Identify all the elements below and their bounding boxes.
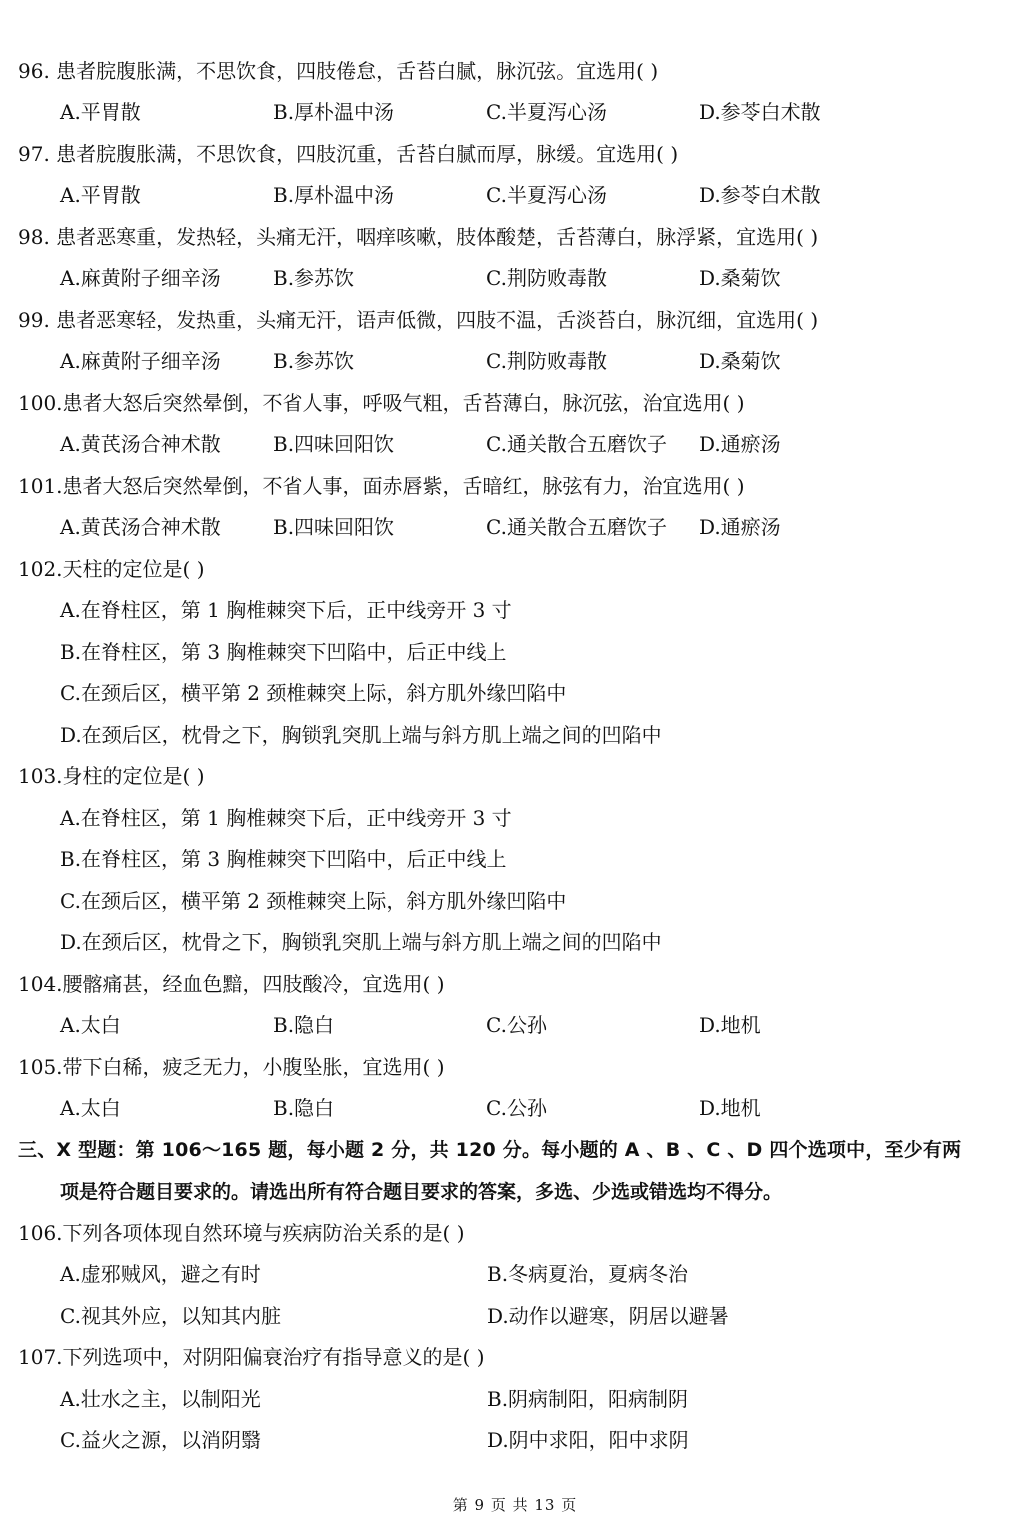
option: D.在颈后区，枕骨之下，胸锁乳突肌上端与斜方肌上端之间的凹陷中 <box>60 930 662 954</box>
option-row <box>0 175 1030 216</box>
option: A.平胃散 <box>60 183 141 207</box>
page-number: 第 9 页 共 13 页 <box>452 1496 578 1514</box>
option: D.桑菊饮 <box>699 349 781 373</box>
option: A.壮水之主，以制阳光 <box>60 1387 261 1411</box>
option: C.通关散合五磨饮子 <box>486 515 667 539</box>
option: D.桑菊饮 <box>699 266 781 290</box>
option: D.通瘀汤 <box>699 515 781 539</box>
question-stem: 98. 患者恶寒重，发热轻，头痛无汗，咽痒咳嗽，肢体酸楚，舌苔薄白，脉浮紧，宜选用( ) <box>18 225 819 249</box>
option-row <box>0 1296 1030 1337</box>
option: B.厚朴温中汤 <box>273 183 395 207</box>
option: B.在脊柱区，第 3 胸椎棘突下凹陷中，后正中线上 <box>60 640 507 664</box>
option: C.荆防败毒散 <box>486 266 607 290</box>
option-row <box>0 507 1030 548</box>
option: B.厚朴温中汤 <box>273 100 395 124</box>
question-stem: 102.天柱的定位是( ) <box>18 557 205 581</box>
question-stem: 101.患者大怒后突然晕倒，不省人事，面赤唇紫，舌暗红，脉弦有力，治宜选用( ) <box>18 474 745 498</box>
option-row <box>0 1254 1030 1295</box>
option: B.参苏饮 <box>273 266 355 290</box>
question-stem: 104.腰髂痛甚，经血色黯，四肢酸冷，宜选用( ) <box>18 972 445 996</box>
option: A.平胃散 <box>60 100 141 124</box>
option: C.半夏泻心汤 <box>486 183 607 207</box>
option: C.公孙 <box>486 1096 547 1120</box>
option: B.阴病制阳，阳病制阴 <box>487 1387 689 1411</box>
option-row <box>0 424 1030 465</box>
option: C.在颈后区，横平第 2 颈椎棘突上际，斜方肌外缘凹陷中 <box>60 681 567 705</box>
option: C.半夏泻心汤 <box>486 100 607 124</box>
question-stem: 103.身柱的定位是( ) <box>18 764 205 788</box>
option: C.公孙 <box>486 1013 547 1037</box>
option: A.黄芪汤合神术散 <box>60 515 221 539</box>
question-stem: 107.下列选项中，对阴阳偏衰治疗有指导意义的是( ) <box>18 1345 485 1369</box>
option: B.冬病夏治，夏病冬治 <box>487 1262 689 1286</box>
option: D.通瘀汤 <box>699 432 781 456</box>
option: C.在颈后区，横平第 2 颈椎棘突上际，斜方肌外缘凹陷中 <box>60 889 567 913</box>
option-row <box>0 1420 1030 1461</box>
option: A.在脊柱区，第 1 胸椎棘突下后，正中线旁开 3 寸 <box>60 806 512 830</box>
section-heading-cont: 项是符合题目要求的。请选出所有符合题目要求的答案，多选、少选或错选均不得分。 <box>60 1181 783 1203</box>
option: B.在脊柱区，第 3 胸椎棘突下凹陷中，后正中线上 <box>60 847 507 871</box>
option: A.虚邪贼风，避之有时 <box>60 1262 261 1286</box>
option: A.麻黄附子细辛汤 <box>60 349 221 373</box>
option: A.麻黄附子细辛汤 <box>60 266 221 290</box>
option: D.参苓白术散 <box>699 100 821 124</box>
option: D.动作以避寒，阴居以避暑 <box>487 1304 729 1328</box>
option: D.地机 <box>699 1096 761 1120</box>
option: D.阴中求阳，阳中求阴 <box>487 1428 689 1452</box>
option: D.参苓白术散 <box>699 183 821 207</box>
section-heading: 三、X 型题：第 106～165 题，每小题 2 分，共 120 分。每小题的 A 、B 、C 、D 四个选项中，至少有两 <box>18 1139 962 1161</box>
option: D.地机 <box>699 1013 761 1037</box>
option-row <box>0 341 1030 382</box>
option: A.太白 <box>60 1013 121 1037</box>
option: A.在脊柱区，第 1 胸椎棘突下后，正中线旁开 3 寸 <box>60 598 512 622</box>
option-row <box>0 92 1030 133</box>
option: B.四味回阳饮 <box>273 515 395 539</box>
question-stem: 105.带下白稀，疲乏无力，小腹坠胀，宜选用( ) <box>18 1055 445 1079</box>
option-row <box>0 258 1030 299</box>
option: C.视其外应，以知其内脏 <box>60 1304 281 1328</box>
option: A.黄芪汤合神术散 <box>60 432 221 456</box>
option: B.隐白 <box>273 1096 335 1120</box>
option: C.益火之源，以消阴翳 <box>60 1428 261 1452</box>
option: B.四味回阳饮 <box>273 432 395 456</box>
option: B.隐白 <box>273 1013 335 1037</box>
option: D.在颈后区，枕骨之下，胸锁乳突肌上端与斜方肌上端之间的凹陷中 <box>60 723 662 747</box>
question-stem: 106.下列各项体现自然环境与疾病防治关系的是( ) <box>18 1221 465 1245</box>
question-stem: 96. 患者脘腹胀满，不思饮食，四肢倦怠，舌苔白腻，脉沉弦。宜选用( ) <box>18 59 659 83</box>
option: C.通关散合五磨饮子 <box>486 432 667 456</box>
question-stem: 99. 患者恶寒轻，发热重，头痛无汗，语声低微，四肢不温，舌淡苔白，脉沉细，宜选用( ) <box>18 308 819 332</box>
option: C.荆防败毒散 <box>486 349 607 373</box>
option: B.参苏饮 <box>273 349 355 373</box>
question-stem: 97. 患者脘腹胀满，不思饮食，四肢沉重，舌苔白腻而厚，脉缓。宜选用( ) <box>18 142 679 166</box>
question-stem: 100.患者大怒后突然晕倒，不省人事，呼吸气粗，舌苔薄白，脉沉弦，治宜选用( ) <box>18 391 745 415</box>
option: A.太白 <box>60 1096 121 1120</box>
option-row <box>0 1379 1030 1420</box>
option-row <box>0 1088 1030 1129</box>
option-row <box>0 1005 1030 1046</box>
